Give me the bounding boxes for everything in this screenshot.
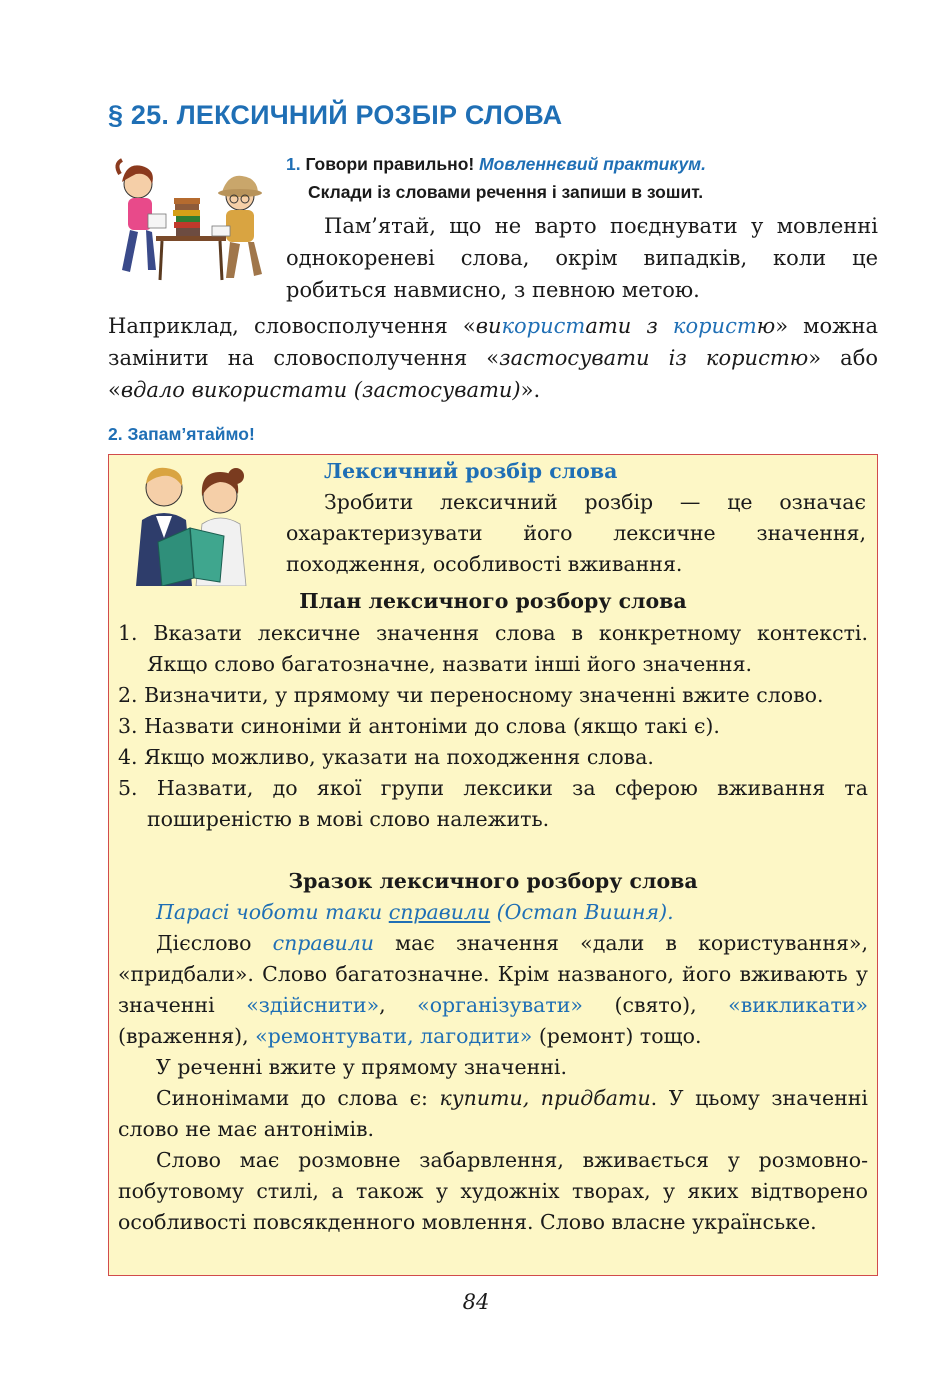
plan-item: 4. Якщо можливо, указати на походження слова. (118, 745, 654, 769)
plan-item: 1. Вказати лексичне значення слова в конкретному контексті. Якщо слово багатозначне, назвати інші його значення. (118, 621, 868, 676)
plan-item: 2. Визначити, у прямому чи переносному значенні вжите слово. (118, 683, 824, 707)
plan-list (118, 618, 868, 835)
students-reading-illustration (116, 458, 266, 586)
sample-sentence: Парасі чоботи таки справили (Остап Вишня). (156, 900, 674, 924)
exercise-1-number: 1. (286, 154, 301, 174)
analysis-direct-meaning: У реченні вжите у прямому значенні. (156, 1055, 567, 1079)
exercise-1-task: Склади із словами речення і запиши в зошит. (308, 182, 704, 202)
analysis-meaning: Дієслово справили має значення «дали в користування», «придбали». Слово багатозначне. Крім названого, його вживають у значенні «здійснити», «організувати» (свято), «викликати» (враження), «ремонтувати, лагодити» (ремонт) тощо. (118, 931, 868, 1048)
exercise-2-heading: 2. Запам’ятаймо! (108, 424, 255, 444)
plan-item: 3. Назвати синоніми й антоніми до слова (якщо такі є). (118, 714, 720, 738)
analysis-style: Слово має розмовне забарвлення, вживається у розмовно-побутовому стилі, а також у художніх творах, у яких відтворено особливості повсякденного мовлення. Слово власне українське. (118, 1148, 868, 1234)
exercise-1-paragraph-2: Наприклад, словосполучення «використати з користю» можна замінити на словосполучення «застосувати із користю» або «вдало використати (застосувати)». (108, 314, 878, 402)
memo-intro (286, 456, 866, 580)
page-title: § 25. ЛЕКСИЧНИЙ РОЗБІР СЛОВА (108, 100, 563, 130)
page-number: 84 (462, 1290, 490, 1314)
plan-title: План лексичного розбору слова (299, 589, 687, 613)
sample-title: Зразок лексичного розбору слова (288, 869, 698, 893)
exercise-1-title: Говори правильно! (305, 154, 475, 174)
analysis-synonyms: Синонімами до слова є: купити, придбати. У цьому значенні слово не має антонімів. (118, 1086, 868, 1141)
exercise-1-subtitle: Мовленнєвий практикум. (479, 154, 706, 174)
memo-definition: Зробити лексичний розбір — це означає охарактеризувати його лексичне значення, походження, особливості вживання. (286, 490, 866, 576)
sample-section (118, 866, 868, 1238)
exercise-1-paragraph-1: Пам’ятай, що не варто поєднувати у мовленні однокореневі слова, окрім випадків, коли це робиться навмисно, з певною метою. (286, 214, 878, 302)
exercise-1-heading (286, 150, 846, 206)
students-at-desk-illustration (108, 152, 274, 286)
plan-item: 5. Назвати, до якої групи лексики за сферою вживання та поширеністю в мові слово належить. (118, 776, 868, 831)
memo-title: Лексичний розбір слова (324, 459, 618, 483)
